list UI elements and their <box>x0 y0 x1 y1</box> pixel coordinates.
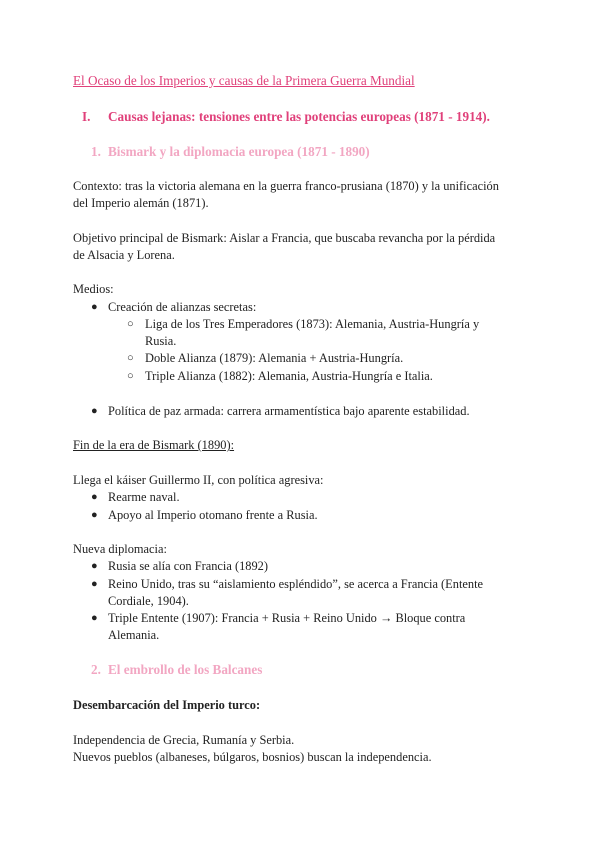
bullet-icon: ● <box>91 301 98 313</box>
fin-intro: Llega el káiser Guillermo II, con política agresiva: <box>73 473 324 487</box>
list-item-text: Cordiale, 1904). <box>108 594 189 608</box>
bullet-icon: ● <box>91 612 98 624</box>
section-number: I. <box>82 109 91 124</box>
section-heading-text: Causas lejanas: tensiones entre las potencias europeas (1871 - 1914). <box>108 109 490 124</box>
contexto-paragraph <box>73 178 533 212</box>
list-item-text: Creación de alianzas secretas: <box>108 300 257 314</box>
sub-bullet-icon: ○ <box>127 370 134 382</box>
bullet-icon: ● <box>91 560 98 572</box>
fin-label: Fin de la era de Bismark (1890): <box>73 438 235 452</box>
list-item-text: Rearme naval. <box>108 490 180 504</box>
subsection-heading-2 <box>91 661 262 678</box>
subsection-number: 1. <box>91 144 101 159</box>
section-heading-1 <box>82 108 490 125</box>
list-item-text: Rusia. <box>145 334 177 348</box>
bullet-icon: ● <box>91 405 98 417</box>
paragraph-line: Contexto: tras la victoria alemana en la guerra franco-prusiana (1870) y la unificación <box>73 179 499 193</box>
bullet-icon: ● <box>91 491 98 503</box>
subsection-heading-1 <box>91 143 370 160</box>
list-item-text: Doble Alianza (1879): Alemania + Austria-Hungría. <box>145 351 404 365</box>
paragraph-line: Nuevos pueblos (albaneses, búlgaros, bosnios) buscan la independencia. <box>73 750 432 764</box>
list-item-text: Política de paz armada: carrera armamentística bajo aparente estabilidad. <box>108 404 470 418</box>
paragraph-line: de Alsacia y Lorena. <box>73 248 175 262</box>
nueva-label: Nueva diplomacia: <box>73 542 167 556</box>
desembarcacion-heading: Desembarcación del Imperio turco: <box>73 698 261 712</box>
paragraph-line: Objetivo principal de Bismark: Aislar a Francia, que buscaba revancha por la pérdida <box>73 231 496 245</box>
paragraph-line: del Imperio alemán (1871). <box>73 196 209 210</box>
medios-label: Medios: <box>73 282 114 296</box>
subsection-number: 2. <box>91 662 101 677</box>
sub-bullet-icon: ○ <box>127 318 134 330</box>
list-item-text: Triple Alianza (1882): Alemania, Austria-Hungría e Italia. <box>145 369 433 383</box>
list-item-text: Reino Unido, tras su “aislamiento espléndido”, se acerca a Francia (Entente <box>108 577 484 591</box>
objetivo-paragraph <box>73 230 533 264</box>
subsection-heading-text: Bismark y la diplomacia europea (1871 - 1890) <box>108 144 370 159</box>
paragraph-line: Independencia de Grecia, Rumanía y Serbia. <box>73 733 295 747</box>
desembarcacion-paragraph <box>73 732 533 766</box>
list-item-text: Rusia se alía con Francia (1892) <box>108 559 268 573</box>
list-item-text: Apoyo al Imperio otomano frente a Rusia. <box>108 508 318 522</box>
bullet-icon: ● <box>91 578 98 590</box>
list-item-text: Triple Entente (1907): Francia + Rusia + Reino Unido → Bloque contra <box>108 611 466 625</box>
document-title: El Ocaso de los Imperios y causas de la Primera Guerra Mundial <box>73 73 415 88</box>
bullet-icon: ● <box>91 509 98 521</box>
sub-bullet-icon: ○ <box>127 352 134 364</box>
list-item-text: Alemania. <box>108 628 160 642</box>
subsection-heading-text: El embrollo de los Balcanes <box>108 662 263 677</box>
list-item-text: Liga de los Tres Emperadores (1873): Alemania, Austria-Hungría y <box>145 317 480 331</box>
